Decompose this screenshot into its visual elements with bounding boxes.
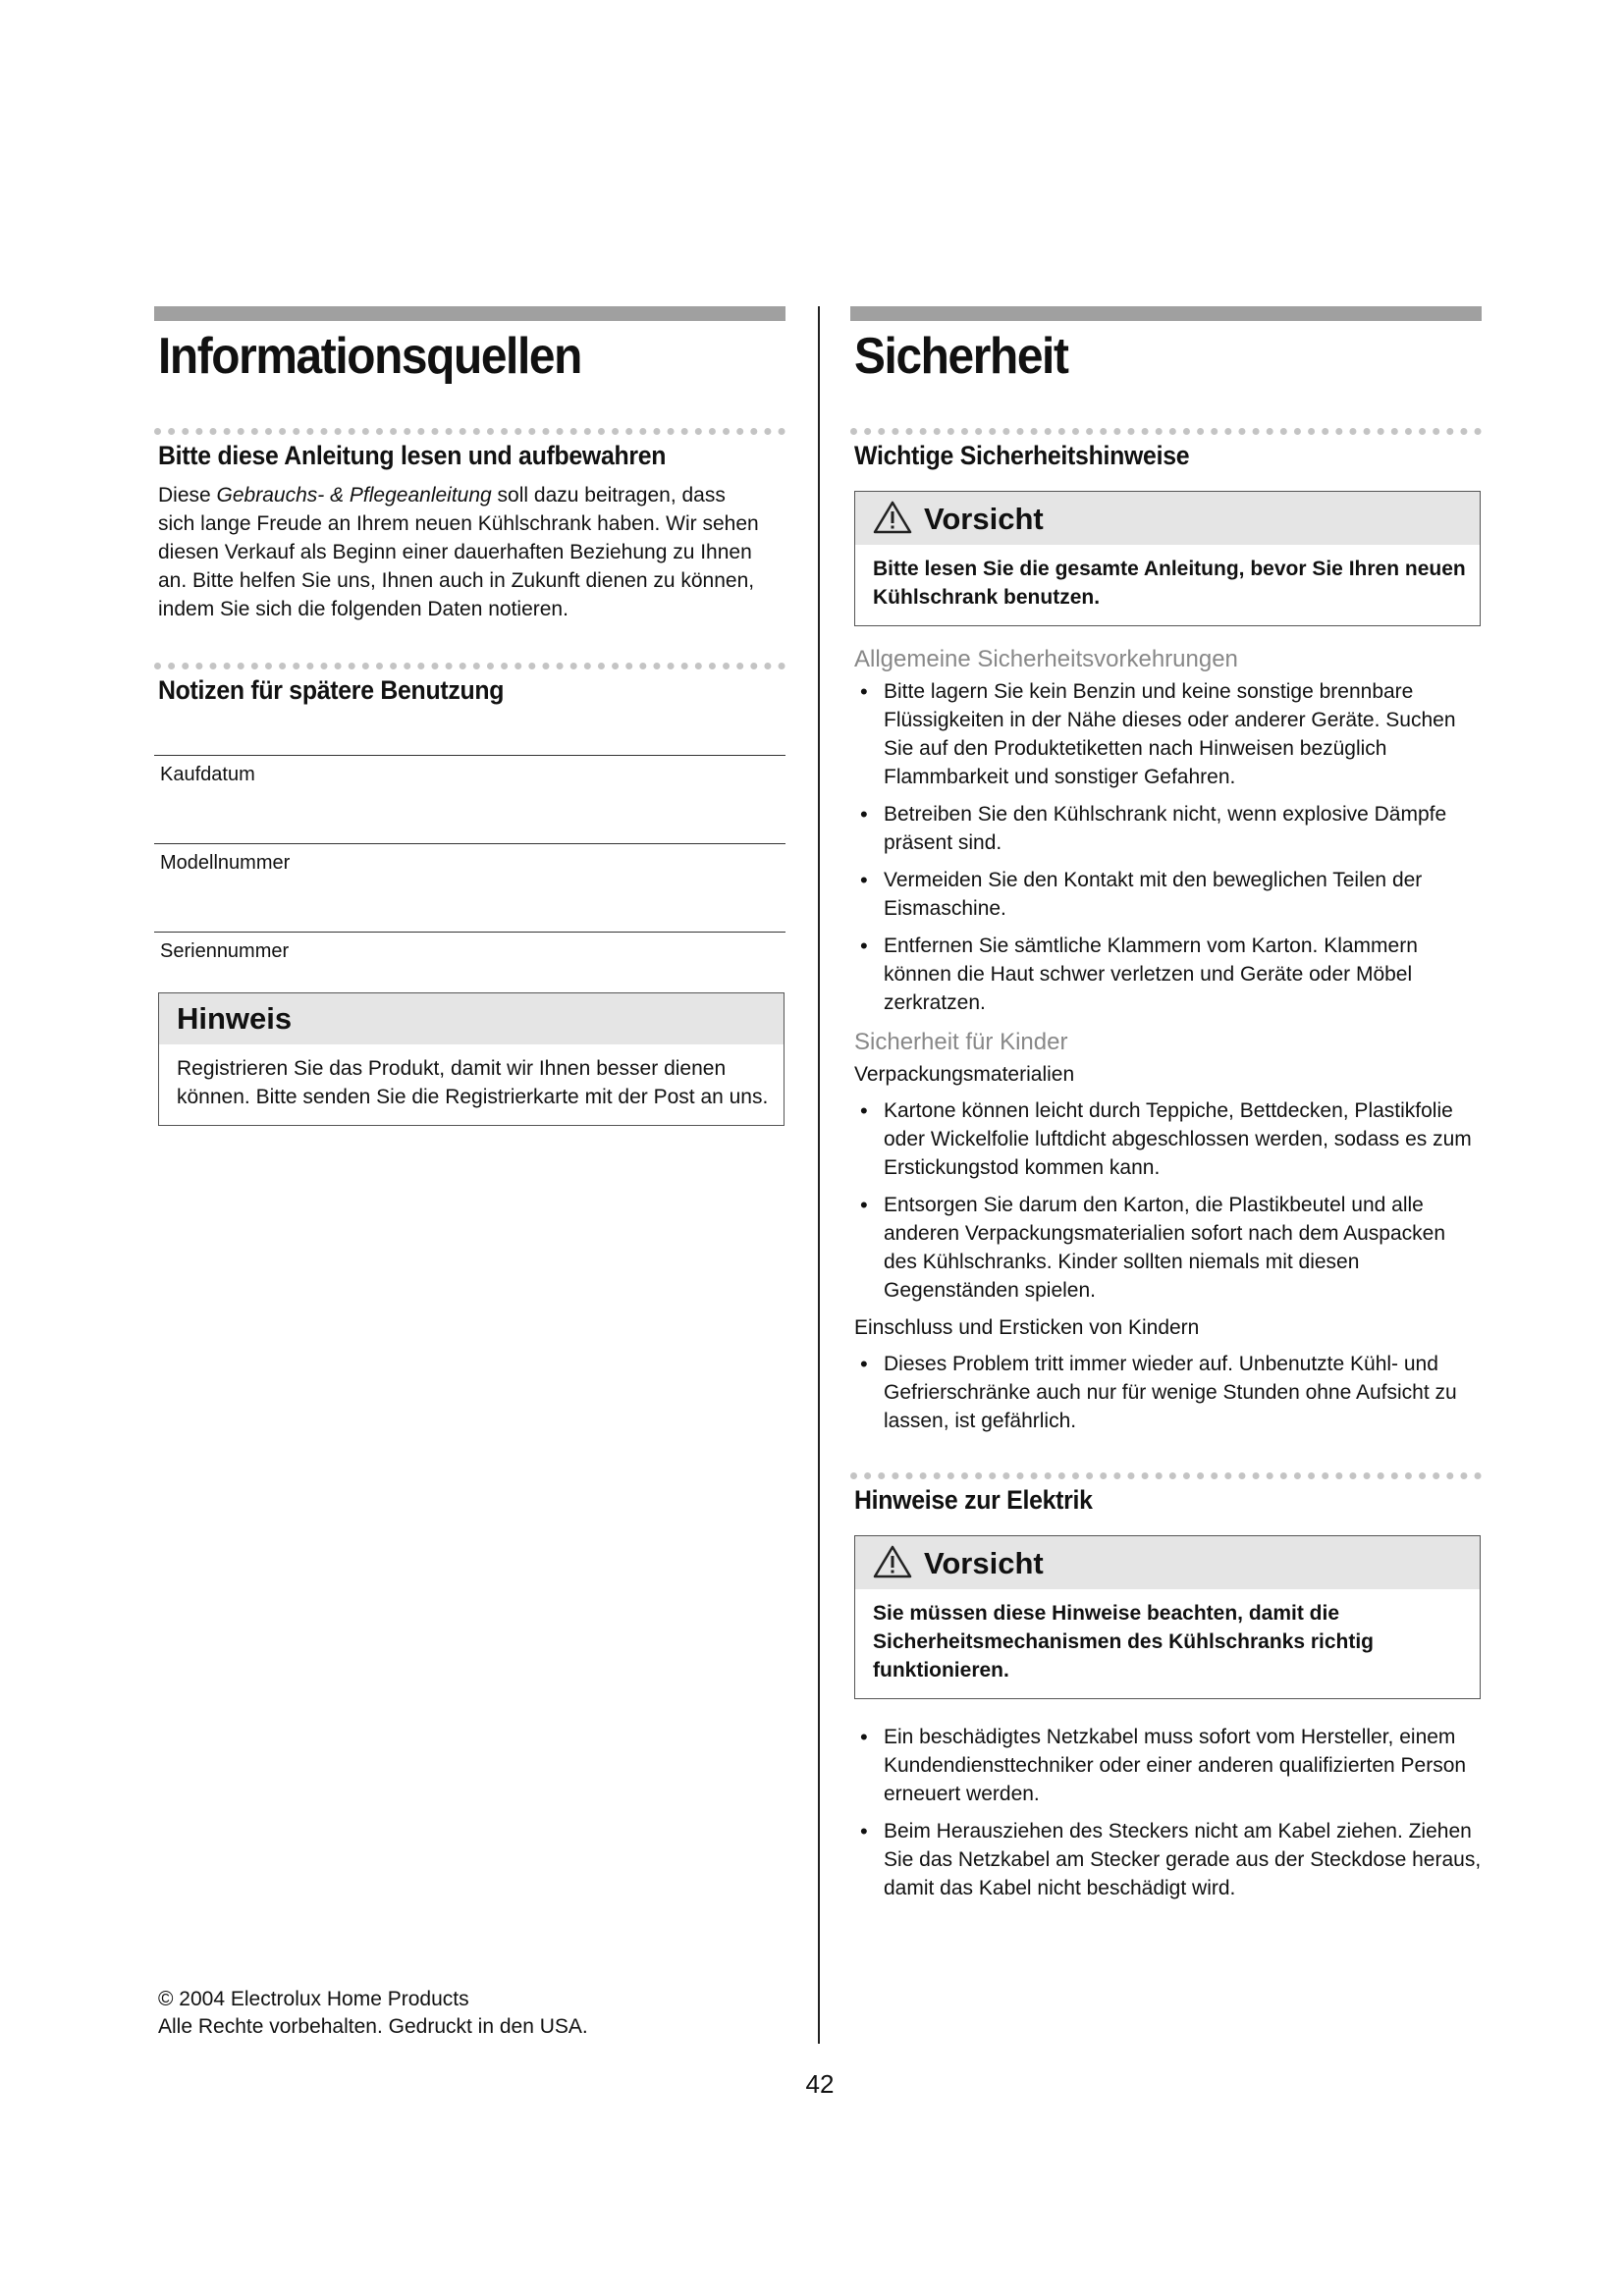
caution-header [855, 1536, 1480, 1589]
left-column [154, 306, 785, 1126]
list-item: • Bitte lagern Sie kein Benzin und keine sonstige brennbare Flüssigkeiten in der Nähe dieses oder anderer Geräte. Suchen Sie auf den Produktetiketten nach Hinweisen bezüglich Flammbarkeit und sonstiger Gefahren. [854, 677, 1482, 791]
copyright-line: © 2004 Electrolux Home Products [158, 1988, 469, 2010]
intro-paragraph: Diese Gebrauchs- & Pflegeanleitung soll dazu beitragen, dass sich lange Freude an Ihrem neuen Kühlschrank haben. Wir sehen diesen Verkauf als Beginn einer dauerhaften Beziehung zu Ihnen an. Bitte helfen Sie uns, Ihnen auch in Zukunft dienen zu können, indem Sie sich die folgenden Daten notieren. [158, 484, 759, 621]
list-item: • Betreiben Sie den Kühlschrank nicht, wenn explosive Dämpfe präsent sind. [854, 800, 1482, 857]
page-number: 42 [805, 2069, 835, 2099]
entrapment-label: Einschluss und Ersticken von Kindern [854, 1316, 1200, 1340]
section-divider [154, 428, 785, 435]
caution-header [855, 492, 1480, 545]
section-heading-safety: Wichtige Sicherheitshinweise [854, 441, 1190, 471]
general-safety-heading: Allgemeine Sicherheitsvorkehrungen [854, 646, 1238, 673]
warning-icon [873, 500, 912, 535]
caution-text: Bitte lesen Sie die gesamte Anleitung, bevor Sie Ihren neuen Kühlschrank benutzen. [873, 558, 1466, 610]
title-bar [154, 306, 785, 321]
note-title: Hinweis [159, 993, 784, 1044]
field-serial-number: Seriennummer [154, 932, 785, 963]
entrapment-list [850, 1350, 1482, 1435]
section-heading-read-manual: Bitte diese Anleitung lesen und aufbewahren [158, 441, 667, 471]
section-divider [850, 428, 1482, 435]
note-text: Registrieren Sie das Produkt, damit wir Ihnen besser dienen können. Bitte senden Sie die Registrierkarte mit der Post an uns. [177, 1057, 769, 1109]
section-heading-electrical: Hinweise zur Elektrik [854, 1485, 1093, 1516]
section-divider [850, 1472, 1482, 1479]
electrical-list [850, 1723, 1482, 1902]
child-safety-heading: Sicherheit für Kinder [854, 1029, 1068, 1056]
warning-icon [873, 1544, 912, 1579]
right-column [850, 306, 1482, 1911]
list-item: • Vermeiden Sie den Kontakt mit den beweglichen Teilen der Eismaschine. [854, 866, 1482, 923]
page-title-informationsquellen: Informationsquellen [158, 328, 581, 385]
caution-title: Vorsicht [924, 1546, 1044, 1581]
field-model-number: Modellnummer [154, 843, 785, 875]
section-heading-notes: Notizen für spätere Benutzung [158, 675, 505, 706]
column-separator [818, 306, 820, 2044]
packaging-label: Verpackungsmaterialien [854, 1063, 1075, 1087]
caution-box-1 [854, 491, 1481, 626]
list-item: • Entsorgen Sie darum den Karton, die Plastikbeutel und alle anderen Verpackungsmaterialien sofort nach dem Auspacken des Kühlschranks. Kinder sollten niemals mit diesen Gegenständen spielen. [854, 1191, 1482, 1305]
list-item: • Dieses Problem tritt immer wieder auf. Unbenutzte Kühl- und Gefrierschränke auch nur für wenige Stunden ohne Aufsicht zu lassen, ist gefährlich. [854, 1350, 1482, 1435]
packaging-list [850, 1096, 1482, 1305]
title-bar [850, 306, 1482, 321]
caution-text: Sie müssen diese Hinweise beachten, damit die Sicherheitsmechanismen des Kühlschranks richtig funktionieren. [873, 1602, 1375, 1682]
list-item: • Kartone können leicht durch Teppiche, Bettdecken, Plastikfolie oder Wickelfolie luftdicht abgeschlossen werden, sodass es zum Erstickungstod kommen kann. [854, 1096, 1482, 1182]
rights-line: Alle Rechte vorbehalten. Gedruckt in den USA. [158, 2015, 588, 2038]
caution-title: Vorsicht [924, 502, 1044, 537]
list-item: • Entfernen Sie sämtliche Klammern vom Karton. Klammern können die Haut schwer verletzen und Geräte oder Möbel zerkratzen. [854, 932, 1482, 1017]
copyright-footer [158, 1986, 588, 2041]
note-box [158, 992, 785, 1126]
section-divider [154, 663, 785, 669]
general-safety-list [850, 677, 1482, 1017]
list-item: • Beim Herausziehen des Steckers nicht am Kabel ziehen. Ziehen Sie das Netzkabel am Stecker gerade aus der Steckdose heraus, damit das Kabel nicht beschädigt wird. [854, 1817, 1482, 1902]
field-purchase-date: Kaufdatum [154, 755, 785, 786]
list-item: • Ein beschädigtes Netzkabel muss sofort vom Hersteller, einem Kundendiensttechniker oder einer anderen qualifizierten Person erneuert werden. [854, 1723, 1482, 1808]
caution-box-2 [854, 1535, 1481, 1699]
notes-fields [154, 755, 785, 963]
page-title-sicherheit: Sicherheit [854, 328, 1068, 385]
